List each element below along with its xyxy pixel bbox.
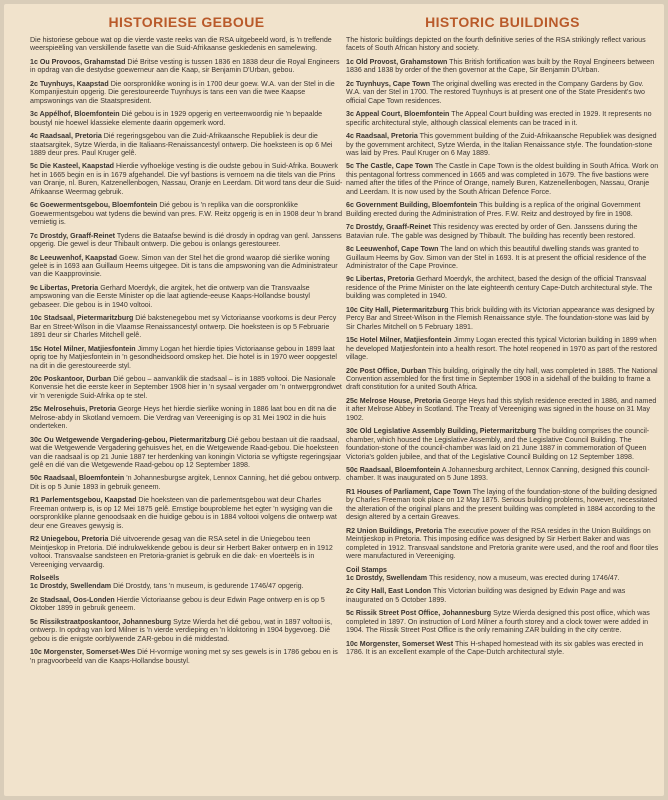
entry-text — [346, 110, 659, 127]
entry-body: This residency, now a museum, was erected during 1746/47. — [428, 574, 620, 583]
entry-text — [30, 80, 343, 105]
entry-body: The Castle in Cape Town is the oldest building in South Africa. Work on this pentagonal fortress commenced in 1665 and was completed in 1679. The five bastions were named after the titles of the Prince of Orange, namely Buren, Katzenellenbogen, Nassau, Oranje and Leerdam. It is now used by the South African Defence Force. — [346, 162, 659, 196]
entry-text — [346, 275, 659, 300]
entry-body: Dié H-vormige woning met sy ses gewels is in 1786 gebou en is 'n pragvoorbeeld van die Kaaps-Hollandse boustyl. — [30, 648, 338, 665]
building-entry — [30, 132, 343, 157]
entry-body: The original dwelling was erected in the Company Gardens by Gov. W.A. van der Stel in 1700. The restored Tuynhuys is at present one of the State President's two official Cape Town residences. — [346, 79, 645, 105]
building-entry — [346, 397, 659, 422]
building-entry — [30, 284, 343, 309]
entry-text — [30, 110, 343, 127]
building-entry — [346, 587, 659, 604]
building-entry — [30, 80, 343, 105]
entry-heading: 30c Ou Wetgewende Vergadering-gebou, Pietermaritzburg — [30, 435, 226, 444]
afrikaans-coil-entries — [30, 582, 343, 665]
building-entry — [30, 58, 343, 75]
entry-body: Gerhard Moerdyk, the architect, based the design of the official Transvaal residence of the Prime Minister on the late eighteenth century Cape-Dutch architectural style. The building was completed in 1940. — [346, 275, 653, 301]
entry-heading: 2c Tuynhuys, Cape Town — [346, 79, 431, 88]
entry-text — [346, 80, 659, 105]
entry-body: This government building of the Zuid-Afrikaansche Republiek was designed by the government architect, Sytze Wierda, in the Italian Renaissance style. The foundation-stone was laid by Pres. Paul Kruger on 6 May 1889. — [346, 132, 657, 157]
entry-heading: 15c Hotel Milner, Matjiesfontein — [30, 344, 136, 353]
entry-body: The building comprises the council-chamber, which housed the Legislative Assembly, and the Legislative Council Building. The foundation-stone of the council-chamber was laid on 21 June 1887 in commemoration of Queen Victoria's golden jubilee, and that of the Legislative Council Building on 12 September 1898. — [346, 427, 650, 461]
entry-heading: R2 Uniegebou, Pretoria — [30, 535, 109, 544]
entry-text — [30, 474, 343, 491]
entry-heading: 7c Drostdy, Graaff-Reinet — [346, 223, 432, 232]
entry-body: Hierdie vyfhoekige vesting is die oudste gebou in Suid-Afrika. Bouwerk het in 1665 begin en is in 1679 afgehandel. Die vyf bastions is vernoem na die titels van die Prins van Oranje, nl. Buren, Katzenellenbogen, Nassau, Oranje en Leerdam. Dit word tans deur die Suid-Afrikaanse Weermag gebruik. — [30, 162, 343, 196]
entry-heading: 2c City Hall, East London — [346, 587, 432, 596]
entry-heading: 4c Raadsaal, Pretoria — [346, 132, 418, 141]
entry-heading: 9c Libertas, Pretoria — [346, 275, 415, 284]
entry-heading: 10c Stadsaal, Pietermaritzburg — [30, 314, 134, 323]
building-entry — [30, 314, 343, 339]
entry-body: The land on which this beautiful dwelling stands was granted to Guillaum Heems by Gov. Simon van der Stel in 1693. It is at present the official residence of the Administrator of the Cape Province. — [346, 245, 647, 270]
entry-text — [346, 574, 659, 582]
building-entry — [346, 110, 659, 127]
entry-text — [346, 427, 659, 461]
afrikaans-column — [30, 14, 343, 794]
building-entry — [346, 162, 659, 196]
entry-heading: 2c Stadsaal, Oos-Londen — [30, 595, 115, 604]
building-entry — [30, 535, 343, 569]
entry-heading: 1c Old Provost, Grahamstown — [346, 57, 448, 66]
entry-text — [346, 223, 659, 240]
entry-heading: 1c Ou Provoos, Grahamstad — [30, 57, 126, 66]
entry-text — [346, 201, 659, 218]
document-sheet — [4, 4, 664, 796]
building-entry — [346, 427, 659, 461]
building-entry — [30, 254, 343, 279]
building-entry — [346, 223, 659, 240]
entry-heading: 1c Drostdy, Swellendam — [346, 574, 428, 583]
entry-text — [30, 405, 343, 430]
entry-body: Jimmy Logan erected this typical Victorian building in 1899 when he developed Matjiesfontein into a health resort. The hotel reopened in 1970 as part of the restored village. — [346, 336, 658, 362]
entry-text — [346, 397, 659, 422]
entry-text — [346, 132, 659, 157]
afrikaans-coil-title: Rolseëls — [30, 574, 60, 583]
entry-text — [30, 596, 343, 613]
building-entry — [346, 527, 659, 561]
building-entry — [346, 367, 659, 392]
entry-body: Jimmy Logan het hierdie tipies Victoriaanse gebou in 1899 laat oprig toe hy Matjiesfontein in 'n gesondheidsoord omskep het. Die hotel is in 1970 weer oopgestel na dit in die gerestoureerde styl. — [30, 344, 337, 370]
building-entry — [30, 345, 343, 370]
building-entry — [30, 496, 343, 530]
entry-heading: R1 Houses of Parliament, Cape Town — [346, 487, 471, 496]
entry-heading: 8c Leeuwenhof, Kaapstad — [30, 253, 118, 262]
english-coil-entries — [346, 574, 659, 657]
building-entry — [30, 618, 343, 643]
building-entry — [346, 466, 659, 483]
building-entry — [30, 474, 343, 491]
entry-text — [30, 535, 343, 569]
building-entry — [346, 609, 659, 634]
entry-heading: 50c Raadsaal, Bloemfontein — [346, 466, 441, 475]
entry-heading: 9c Libertas, Pretoria — [30, 283, 99, 292]
entry-body: George Heys had this stylish residence erected in 1886, and named it after Melrose Abbey in Scotland. The Treaty of Vereeniging was signed in the house on 31 May 1902. — [346, 396, 657, 422]
entry-body: The Appeal Court building was erected in 1929. It represents no specific architectural style, although classical elements can be traced in it. — [346, 110, 652, 127]
english-heading: HISTORIC BUILDINGS — [425, 14, 580, 30]
entry-heading: 5c Rissikstraatposkantoor, Johannesburg — [30, 617, 172, 626]
entry-body: A Johannesburg architect, Lennox Canning, designed this council-chamber. It was inaugurated on 5 June 1893. — [346, 466, 650, 483]
building-entry — [30, 596, 343, 613]
entry-heading: 2c Tuynhuys, Kaapstad — [30, 79, 109, 88]
entry-heading: 15c Hotel Milner, Matjiesfontein — [346, 336, 452, 345]
english-intro: The historic buildings depicted on the fourth definitive series of the RSA strikingly reflect various facets of South African history and society. — [346, 36, 646, 53]
entry-heading: 20c Post Office, Durban — [346, 366, 427, 375]
entry-body: Dié Britse vesting is tussen 1836 en 1838 deur die Royal Engineers in opdrag van die destydse goewerneur aan die Kaap, sir Benjamin D'Urban, gebou. — [30, 57, 340, 75]
afrikaans-heading: HISTORIESE GEBOUE — [108, 14, 265, 30]
entry-heading: 3c Appélhof, Bloemfontein — [30, 110, 120, 119]
entry-heading: 8c Leeuwenhof, Cape Town — [346, 245, 439, 254]
entry-text — [30, 648, 343, 665]
entry-body: Dié gebou – aanvanklik die stadsaal – is in 1885 voltooi. Die Nasionale Konvensie het die eerste keer in September 1908 hier in 'n sysaal vergader om 'n ontwerpgrondwet vir 'n verenigde Suid-Afrika op te stel. — [30, 374, 342, 400]
entry-text — [30, 496, 343, 530]
building-entry — [30, 375, 343, 400]
entry-text — [346, 527, 659, 561]
afrikaans-entries — [30, 58, 343, 569]
entry-text — [30, 232, 343, 249]
entry-text — [30, 345, 343, 370]
entry-body: Dié gebou is in 1929 opgerig en verteenwoordig nie 'n bepaalde boustyl nie hoewel klassieke elemente daarin opgemerk word. — [30, 110, 323, 127]
entry-text — [30, 132, 343, 157]
entry-text — [346, 58, 659, 75]
entry-body: Dié Drostdy, tans 'n museum, is gedurende 1746/47 opgerig. — [113, 582, 304, 591]
entry-heading: 5c Rissik Street Post Office, Johannesburg — [346, 609, 492, 618]
entry-heading: 10c City Hall, Pietermaritzburg — [346, 305, 449, 314]
entry-text — [30, 375, 343, 400]
building-entry — [346, 80, 659, 105]
entry-body: Dié uitvoerende gesag van die RSA setel in die Uniegebou teen Meintjeskop in Pretoria. Dié indrukwekkende gebou is deur sir Herbert Baker ontwerp en in 1912 voltooi. Transvaalse sandsteen en Pretoria-graniet is gebruik en die dak- en vloerteëls is in Vereeniging vervaardig. — [30, 535, 333, 569]
entry-heading: 25c Melrose House, Pretoria — [346, 396, 442, 405]
building-entry — [30, 201, 343, 226]
entry-body: Sytze Wierda het dié gebou, wat in 1897 voltooi is, ontwerp. In opdrag van lord Milner is 'n vierde verdieping en 'n kloktoring in 1904 bygevoeg. Dié gebou is die enigste oorblywende ZAR-gebou in dié middestad. — [30, 617, 333, 643]
entry-text — [346, 488, 659, 522]
entry-body: This H-shaped homestead with its six gables was erected in 1786. It is an excellent example of the Cape-Dutch architectural style. — [346, 639, 644, 657]
entry-body: Hierdie Victoriaanse gebou is deur Edwin Page ontwerp en is op 5 Oktober 1899 in gebruik geneem. — [30, 595, 325, 613]
entry-text — [30, 436, 343, 470]
entry-heading: 1c Drostdy, Swellendam — [30, 582, 112, 591]
entry-heading: 50c Raadsaal, Bloemfontein — [30, 474, 125, 483]
entry-text — [346, 162, 659, 196]
entry-body: Goew. Simon van der Stel het die grond waarop dié sierlike woning geleë is in 1693 aan Guillaum Heems uitgegee. Dit is tans die ampswoning van die Administrateur van die Kaapprovinsie. — [30, 253, 338, 279]
building-entry — [30, 405, 343, 430]
entry-heading: 10c Morgenster, Somerset West — [346, 639, 454, 648]
entry-body: This residency was erected by order of Gen. Janssens during the Batavian rule. The gable was designed by Thibault. The building has recently been restored. — [346, 223, 638, 240]
english-entries — [346, 58, 659, 561]
entry-body: Die oorspronklike woning is in 1700 deur goew. W.A. van der Stel in die Kompanjiestuin opgerig. Die gerestoureerde Tuynhuys is tans een van die twee Kaapse ampswonings van die Staatspresident. — [30, 79, 335, 105]
entry-body: Gerhard Moerdyk, die argitek, het die ontwerp van die Transvaalse ampswoning van die Eerste Minister op die laat agtiende-eeuse Kaaps-Hollandse boustyl gebaseer. Die gebou is in 1940 voltooi. — [30, 283, 310, 309]
entry-text — [30, 284, 343, 309]
building-entry — [30, 162, 343, 196]
entry-text — [30, 582, 343, 590]
english-column — [346, 14, 659, 794]
entry-text — [30, 314, 343, 339]
building-entry — [30, 232, 343, 249]
entry-text — [346, 367, 659, 392]
entry-heading: 7c Drostdy, Graaff-Reinet — [30, 231, 116, 240]
building-entry — [346, 245, 659, 270]
entry-body: The laying of the foundation-stone of the building designed by Charles Freeman took place on 12 May 1875. Serious building problems, however, necessitated the alteration of the original plans and the present building was completed in 1884 according to the design altered by a certain Greaves. — [346, 487, 658, 522]
entry-body: Tydens die Bataafse bewind is dié drosdy in opdrag van genl. Janssens opgerig. Die gewel is deur Thibault ontwerp. Die gebou is onlangs gerestoureer. — [30, 231, 342, 249]
entry-text — [30, 58, 343, 75]
building-entry — [30, 582, 343, 590]
building-entry — [346, 306, 659, 331]
entry-body: This Victorian building was designed by Edwin Page and was inaugurated on 5 October 1899. — [346, 587, 626, 604]
entry-heading: 5c Die Kasteel, Kaapstad — [30, 162, 114, 171]
entry-text — [346, 587, 659, 604]
building-entry — [346, 132, 659, 157]
entry-body: This building, originally the city hall, was completed in 1885. The National Convention assembled for the first time in September 1908 in a sidehall of the building to frame a draft constitution for a united South Africa. — [346, 366, 658, 392]
entry-heading: 30c Old Legislative Assembly Building, Pietermaritzburg — [346, 427, 537, 436]
entry-text — [346, 306, 659, 331]
entry-text — [346, 245, 659, 270]
entry-body: Dié regeringsgebou van die Zuid-Afrikaansche Republiek is deur die staatsargitek, Sytze Wierda, in die Italiaans-Renaissancestyl ontwerp. Die hoeksteen is op 6 Mei 1889 deur pres. Paul Kruger gelê. — [30, 132, 333, 157]
entry-text — [346, 640, 659, 657]
entry-heading: 25c Melrosehuis, Pretoria — [30, 405, 116, 414]
entry-text — [30, 618, 343, 643]
afrikaans-intro: Die historiese geboue wat op die vierde vaste reeks van die RSA uitgebeeld word, is 'n treffende weerspieëling van verskillende fasette van die Suid-Afrikaanse geskiedenis en samelewing. — [30, 36, 332, 53]
building-entry — [346, 640, 659, 657]
entry-heading: 5c The Castle, Cape Town — [346, 162, 433, 171]
entry-body: Dié gebou bestaan uit die raadsaal, wat die Wetgewende Vergadering gehuisves het, en die Wetgewende Raad-gebou. Die hoeksteen van die raadsaal is op 21 Junie 1887 ter herdenking van koningin Victoria se vyftigste regeringsjaar gelê en dié van die Wetgewende Raad-gebou op 12 September 1898. — [30, 435, 342, 470]
entry-heading: 4c Raadsaal, Pretoria — [30, 132, 102, 141]
building-entry — [346, 336, 659, 361]
entry-heading: 6c Goewermentsgebou, Bloemfontein — [30, 201, 158, 210]
entry-text — [30, 162, 343, 196]
entry-body: This building is a replica of the original Government Building erected during the Administration of Pres. F.W. Reitz and destroyed by fire in 1908. — [346, 201, 641, 218]
entry-body: Sytze Wierda designed this post office, which was completed in 1897. On instruction of Lord Milner a fourth storey and a clock tower were added in 1904. The Rissik Street Post Office is the only remaining ZAR building in the city centre. — [346, 609, 650, 635]
entry-heading: R1 Parlementsgebou, Kaapstad — [30, 496, 137, 505]
entry-heading: 20c Poskantoor, Durban — [30, 374, 112, 383]
building-entry — [346, 488, 659, 522]
building-entry — [346, 275, 659, 300]
entry-text — [346, 336, 659, 361]
building-entry — [30, 110, 343, 127]
building-entry — [346, 574, 659, 582]
english-coil-title: Coil Stamps — [346, 565, 387, 574]
entry-heading: 6c Government Building, Bloemfontein — [346, 201, 478, 210]
entry-body: This brick building with its Victorian appearance was designed by Percy Bar and Street-Wilson in the Flemish Renaissance style. The foundation-stone was laid by Sir Charles Mitchell on 5 February 1891. — [346, 305, 655, 331]
entry-text — [346, 609, 659, 634]
entry-body: Dié gebou is 'n replika van die oorspronklike Goewermentsgebou wat tydens die bewind van pres. F.W. Reitz opgerig is en in 1908 deur 'n brand vernietig is. — [30, 201, 343, 227]
entry-heading: R2 Union Buildings, Pretoria — [346, 526, 443, 535]
entry-body: Dié bakstenegebou met sy Victoriaanse voorkoms is deur Percy Bar en Street-Wilson in die Vlaamse Renaissancestyl ontwerp. Die hoeksteen is op 5 Februarie 1891 deur sir Charles Mitchell gelê. — [30, 314, 337, 340]
entry-body: Die hoeksteen van die parlementsgebou wat deur Charles Freeman ontwerp is, is op 12 Mei 1875 gelê. Ernstige bouprobleme het egter 'n wysiging van die oorspronklike planne genoodsaak en die huidige gebou is in 1884 voltooi volgens die ontwerp wat deur ene Greaves gewysig is. — [30, 496, 337, 530]
entry-text — [346, 466, 659, 483]
entry-body: 'n Johannesburgse argitek, Lennox Canning, het dié gebou ontwerp. Dit is op 5 Junie 1893 in gebruik geneem. — [30, 474, 341, 491]
building-entry — [30, 648, 343, 665]
building-entry — [346, 58, 659, 75]
entry-body: The executive power of the RSA resides in the Union Buildings on Meintjieskop in Pretoria. This imposing edifice was designed by Sir Herbert Baker and was completed in 1912. Transvaal sandstone and Pretoria granite were used, and the roof and floor tiles were manufactured in Vereeniging. — [346, 526, 659, 561]
entry-body: George Heys het hierdie sierlike woning in 1886 laat bou en dit na die Melrose-abdy in Skotland vernoem. Die Verdrag van Vereeniging is op 31 Mei 1902 in die huis onderteken. — [30, 405, 337, 431]
entry-text — [30, 201, 343, 226]
building-entry — [346, 201, 659, 218]
building-entry — [30, 436, 343, 470]
entry-body: This British fortification was built by the Royal Engineers between 1836 and 1838 by order of the then governor at the Cape, Sir Benjamin D'Urban. — [346, 57, 655, 75]
entry-heading: 3c Appeal Court, Bloemfontein — [346, 110, 450, 119]
entry-text — [30, 254, 343, 279]
entry-heading: 10c Morgenster, Somerset-Wes — [30, 648, 136, 657]
